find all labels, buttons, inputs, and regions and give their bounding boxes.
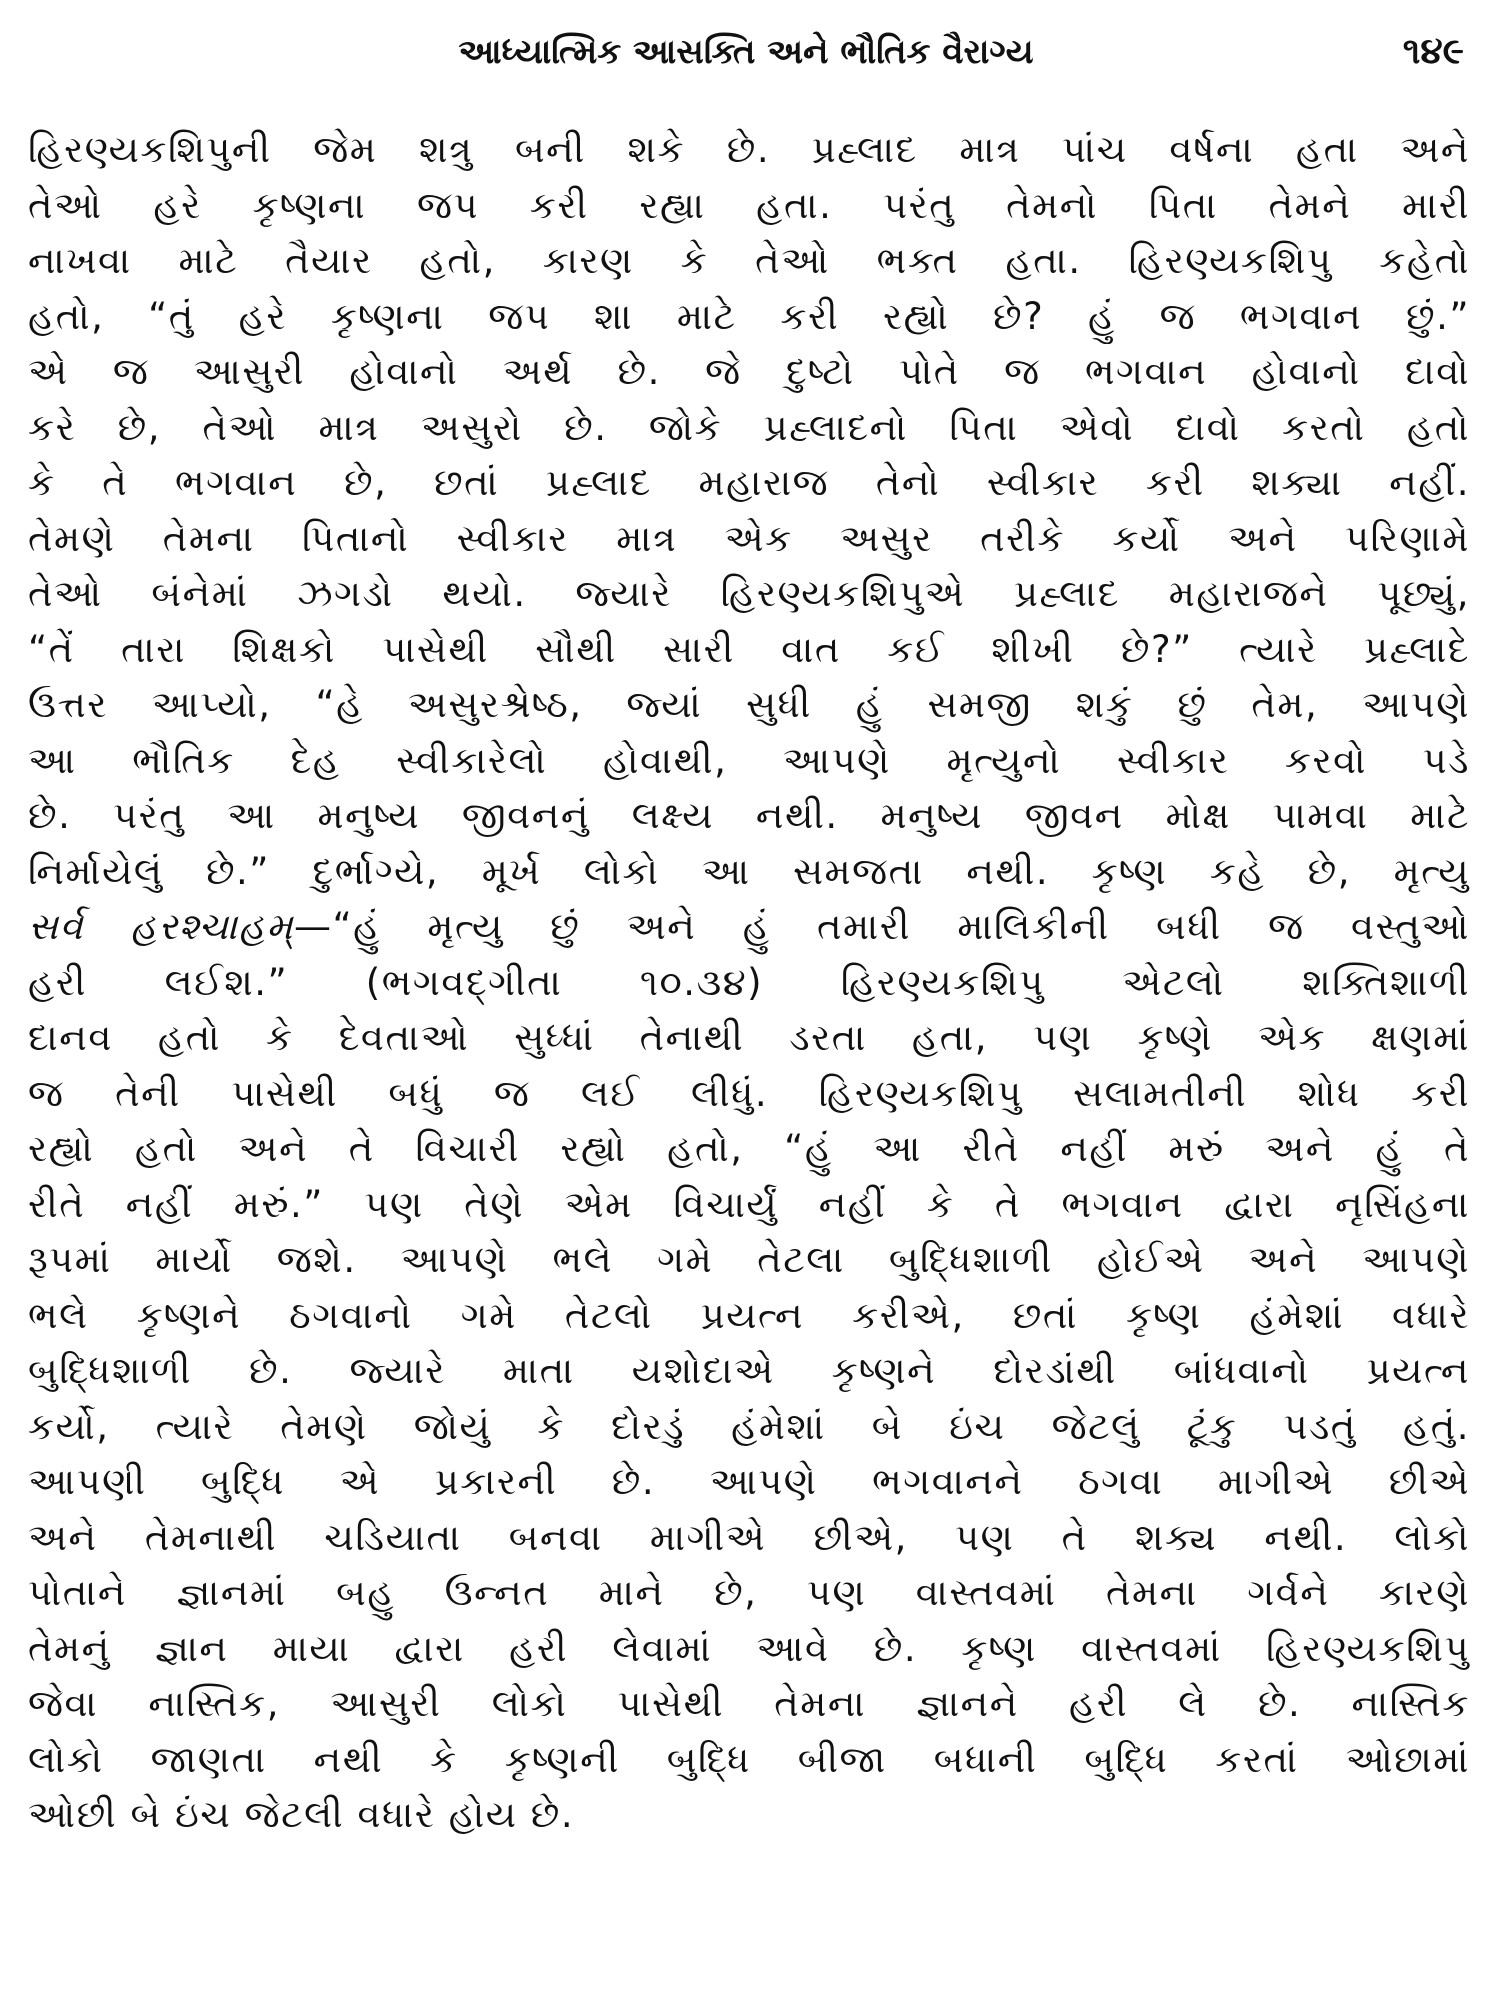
text-line: હતો, “તું હરે કૃષ્ણના જપ શા માટે કરી રહ્યો છે? હું જ ભગવાન છું.” xyxy=(28,294,1470,338)
text-line: કરે છે, તેઓ માત્ર અસુરો છે. જોકે પ્રહ્લાદનો પિતા એવો દાવો કરતો હતો xyxy=(28,405,1470,449)
text-line: આ ભૌતિક દેહ સ્વીકારેલો હોવાથી, આપણે મૃત્યુનો સ્વીકાર કરવો પડે xyxy=(28,738,1470,782)
page-number: ૧૪૯ xyxy=(1402,31,1464,72)
text-line: પોતાને જ્ઞાનમાં બહુ ઉન્નત માને છે, પણ વાસ્તવમાં તેમના ગર્વને કારણે xyxy=(28,1571,1470,1614)
text-line: નિર્માયેલું છે.” દુર્ભાગ્યે, મૂર્ખ લોકો આ સમજતા નથી. કૃષ્ણ કહે છે, મૃત્યુ xyxy=(28,849,1470,893)
text-line: હિરણ્યકશિપુની જેમ શત્રુ બની શકે છે. પ્રહ્લાદ માત્ર પાંચ વર્ષના હતા અને xyxy=(28,128,1470,171)
text-line: છે. પરંતુ આ મનુષ્ય જીવનનું લક્ષ્ય નથી. મનુષ્ય જીવન મોક્ષ પામવા માટે xyxy=(28,794,1470,837)
text-line: ભલે કૃષ્ણને ઠગવાનો ગમે તેટલો પ્રયત્ન કરીએ, છતાં કૃષ્ણ હંમેશાં વધારે xyxy=(28,1293,1470,1337)
text-line: જ તેની પાસેથી બધું જ લઈ લીધું. હિરણ્યકશિપુ સલામતીની શોધ કરી xyxy=(28,1071,1470,1115)
text-line: એ જ આસુરી હોવાનો અર્થ છે. જે દુષ્ટો પોતે જ ભગવાન હોવાનો દાવો xyxy=(28,350,1470,393)
text-line: તેઓ હરે કૃષ્ણના જપ કરી રહ્યા હતા. પરંતુ તેમનો પિતા તેમને મારી xyxy=(28,183,1470,227)
text-line: “તેં તારા શિક્ષકો પાસેથી સૌથી સારી વાત કઈ શીખી છે?” ત્યારે પ્રહ્લાદે xyxy=(28,627,1470,671)
body-text xyxy=(28,122,1470,1843)
text-line: તેમણે તેમના પિતાનો સ્વીકાર માત્ર એક અસુર તરીકે કર્યો અને પરિણામે xyxy=(28,516,1470,560)
chapter-title: આધ્યાત્મિક આસક્તિ અને ભૌતિક વૈરાગ્ય xyxy=(458,32,1034,72)
text-line-rest: —“હું મૃત્યુ છું અને હું તમારી માલિકીની બધી જ વસ્તુઓ xyxy=(294,905,1470,948)
text-line: રીતે નહીં મરું.” પણ તેણે એમ વિચાર્યું નહીં કે તે ભગવાન દ્વારા નૃસિંહના xyxy=(28,1182,1470,1226)
text-line: રહ્યો હતો અને તે વિચારી રહ્યો હતો, “હું આ રીતે નહીં મરું અને હું તે xyxy=(28,1127,1470,1170)
text-line: દાનવ હતો કે દેવતાઓ સુધ્ધાં તેનાથી ડરતા હતા, પણ કૃષ્ણે એક ક્ષણમાં xyxy=(28,1016,1470,1059)
text-line: આપણી બુદ્ધિ એ પ્રકારની છે. આપણે ભગવાનને ઠગવા માગીએ છીએ xyxy=(28,1460,1470,1503)
text-line: લોકો જાણતા નથી કે કૃષ્ણની બુદ્ધિ બીજા બધાની બુદ્ધિ કરતાં ઓછામાં xyxy=(28,1737,1470,1781)
italic-sanskrit-phrase: સર્વ હરશ્ચાહમ્ xyxy=(28,905,294,948)
text-line: અને તેમનાથી ચડિયાતા બનવા માગીએ છીએ, પણ તે શક્ય નથી. લોકો xyxy=(28,1515,1470,1559)
text-line: તેમનું જ્ઞાન માયા દ્વારા હરી લેવામાં આવે છે. કૃષ્ણ વાસ્તવમાં હિરણ્યકશિપુ xyxy=(28,1626,1470,1670)
text-line: રૂપમાં માર્યો જશે. આપણે ભલે ગમે તેટલા બુદ્ધિશાળી હોઈએ અને આપણે xyxy=(28,1238,1470,1281)
text-line-last: ઓછી બે ઇંચ જેટલી વધારે હોય છે. xyxy=(28,1793,575,1836)
text-line: કર્યો, ત્યારે તેમણે જોયું કે દોરડું હંમેશાં બે ઇંચ જેટલું ટૂંકુ પડતું હતું. xyxy=(28,1404,1470,1448)
text-line: કે તે ભગવાન છે, છતાં પ્રહ્લાદ મહારાજ તેનો સ્વીકાર કરી શક્યા નહીં. xyxy=(28,461,1470,504)
running-head xyxy=(28,22,1464,82)
text-line: તેઓ બંનેમાં ઝગડો થયો. જ્યારે હિરણ્યકશિપુએ પ્રહ્લાદ મહારાજને પૂછ્યું, xyxy=(28,572,1470,615)
text-line: હરી લઈશ.” (ભગવદ્ગીતા ૧૦.૩૪) હિરણ્યકશિપુ એટલો શક્તિશાળી xyxy=(28,960,1470,1004)
text-line: બુદ્ધિશાળી છે. જ્યારે માતા યશોદાએ કૃષ્ણને દોરડાંથી બાંધવાનો પ્રયત્ન xyxy=(28,1349,1470,1392)
text-line: ઉત્તર આપ્યો, “હે અસુરશ્રેષ્ઠ, જ્યાં સુધી હું સમજી શકું છું તેમ, આપણે xyxy=(28,683,1470,726)
text-line: નાખવા માટે તૈયાર હતો, કારણ કે તેઓ ભક્ત હતા. હિરણ્યકશિપુ કહેતો xyxy=(28,239,1470,282)
text-line-with-italic xyxy=(28,899,1470,955)
text-line: જેવા નાસ્તિક, આસુરી લોકો પાસેથી તેમના જ્ઞાનને હરી લે છે. નાસ્તિક xyxy=(28,1682,1470,1725)
